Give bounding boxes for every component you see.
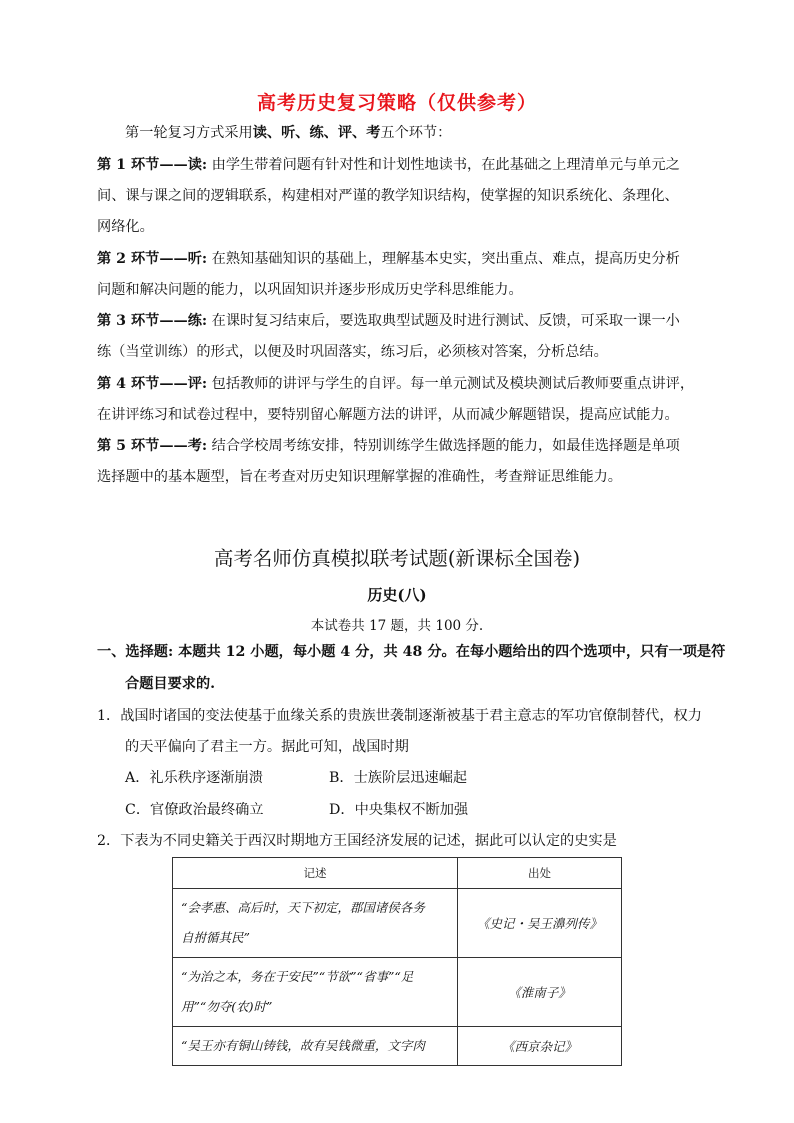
sources-table: [172, 857, 622, 1066]
table-header-row: [173, 858, 622, 889]
table-row: [173, 1027, 622, 1066]
question-1-line-2: 的天平偏向了君主一方。据此可知，战国时期: [125, 739, 409, 755]
record-line: “为治之本，务在于安民”“节欲”“省事”“足: [181, 969, 414, 984]
step-3-line-2: 练（当堂训练）的形式，以便及时巩固落实，练习后，必须核对答案，分析总结。: [97, 344, 608, 360]
record-line: “会孝惠、高后时，天下初定，郡国诸侯各务: [181, 900, 425, 915]
record-line: “吴王亦有铜山铸钱，故有吴钱微重，文字肉: [181, 1038, 425, 1053]
step-text: 在熟知基础知识的基础上，理解基本史实，突出重点、难点，提高历史分析: [211, 251, 680, 267]
option-a: A．礼乐秩序逐渐崩溃: [125, 770, 263, 786]
section-heading-line-1: 一、选择题: 本题共 12 小题，每小题 4 分，共 48 分。在每小题给出的四个选项中，只有一项是符: [97, 644, 726, 660]
exam-info: 本试卷共 17 题，共 100 分.: [310, 618, 484, 634]
step-text: 由学生带着问题有针对性和计划性地读书，在此基础之上理清单元与单元之: [211, 157, 680, 173]
step-text: 在课时复习结束后，要选取典型试题及时进行测试、反馈，可采取一课一小: [211, 313, 680, 329]
step-3-line-1: [97, 311, 680, 331]
step-2-line-2: 问题和解决问题的能力，以巩固知识并逐步形成历史学科思维能力。: [97, 282, 523, 298]
intro-post: 五个环节：: [380, 125, 452, 141]
column-header-source: 出处: [458, 858, 622, 889]
step-5-line-1: [97, 436, 680, 456]
record-cell: [173, 958, 458, 1027]
step-1-line-2: 间、课与课之间的逻辑联系，构建相对严谨的教学知识结构，使掌握的知识系统化、条理化、: [97, 188, 679, 204]
option-c: C．官僚政治最终确立: [125, 802, 264, 818]
column-header-record: 记述: [173, 858, 458, 889]
step-1-line-3: 网络化。: [97, 219, 154, 235]
step-text: 结合学校周考练安排，特别训练学生做选择题的能力，如最佳选择题是单项: [211, 438, 680, 454]
intro-pre: 第一轮复习方式采用: [125, 125, 253, 141]
question-1-line-1: 1．战国时诸国的变法使基于血缘关系的贵族世袭制逐渐被基于君主意志的军功官僚制替代，权力: [97, 708, 702, 724]
record-line: 用”“勿夺(农)时”: [181, 999, 273, 1014]
step-4-line-2: 在讲评练习和试卷过程中，要特别留心解题方法的讲评，从而减少解题错误，提高应试能力。: [97, 407, 679, 423]
source-cell: 《西京杂记》: [458, 1027, 622, 1066]
strategy-intro: [125, 123, 451, 143]
step-2-line-1: [97, 249, 680, 269]
section-heading-line-2: 合题目要求的.: [125, 676, 216, 692]
question-2-stem: 2．下表为不同史籍关于西汉时期地方王国经济发展的记述，据此可以认定的史实是: [97, 833, 617, 849]
step-label: 第 2 环节——听:: [97, 251, 208, 267]
step-label: 第 4 环节——评:: [97, 376, 208, 392]
table-row: [173, 889, 622, 958]
strategy-title: 高考历史复习策略（仅供参考）: [256, 92, 537, 114]
step-1-line-1: [97, 155, 680, 175]
table-row: [173, 958, 622, 1027]
record-cell: [173, 1027, 458, 1066]
step-label: 第 1 环节——读:: [97, 157, 208, 173]
step-label: 第 5 环节——考:: [97, 438, 208, 454]
exam-subject: 历史(八): [367, 586, 427, 604]
record-line: 自拊循其民”: [181, 930, 250, 945]
intro-bold: 读、听、练、评、考: [252, 125, 381, 141]
source-cell: 《史记・吴王濞列传》: [458, 889, 622, 958]
step-label: 第 3 环节——练:: [97, 313, 208, 329]
option-b: B．士族阶层迅速崛起: [329, 770, 468, 786]
exam-title: 高考名师仿真模拟联考试题(新课标全国卷): [213, 547, 581, 570]
step-5-line-2: 选择题中的基本题型，旨在考查对历史知识理解掌握的准确性，考查辩证思维能力。: [97, 469, 622, 485]
step-4-line-1: [97, 374, 694, 394]
option-d: D．中央集权不断加强: [329, 802, 469, 818]
source-cell: 《淮南子》: [458, 958, 622, 1027]
record-cell: [173, 889, 458, 958]
step-text: 包括教师的讲评与学生的自评。每一单元测试及模块测试后教师要重点讲评，: [211, 376, 695, 392]
